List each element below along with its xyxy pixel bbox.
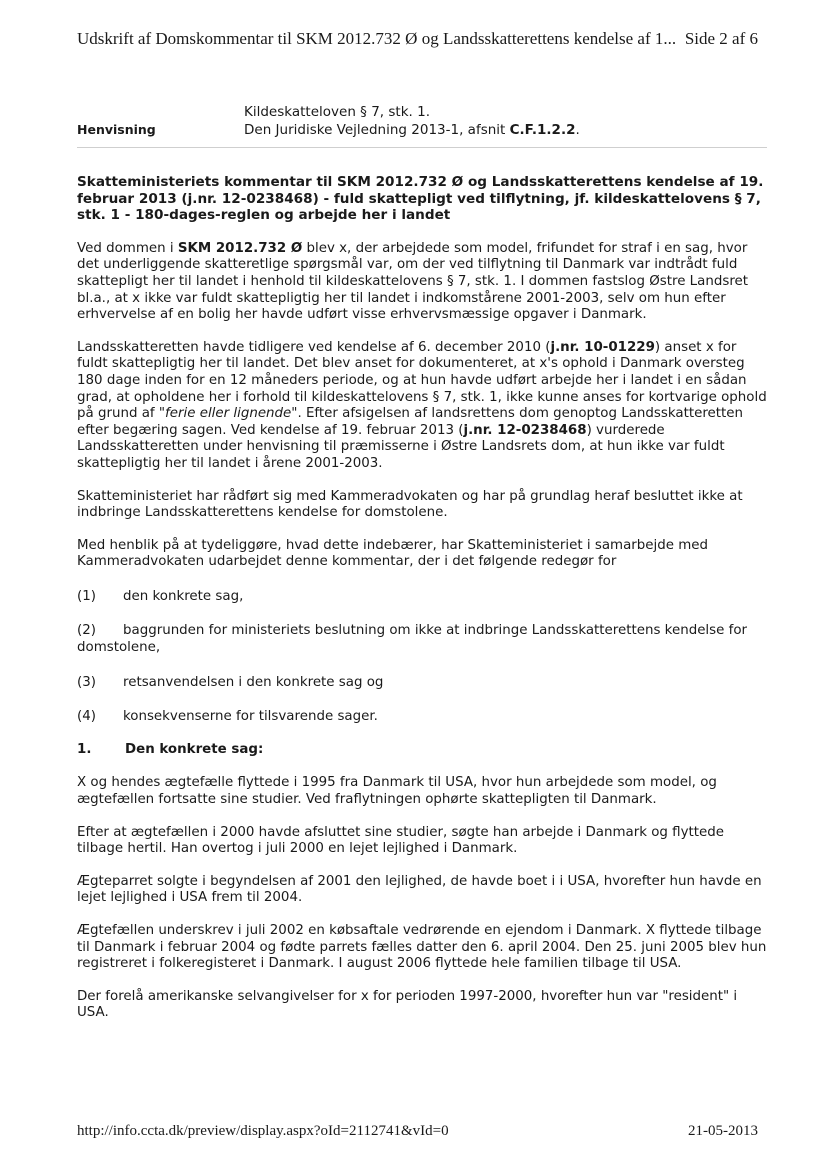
reference-line-2-suffix: . <box>575 122 580 138</box>
footer-date: 21-05-2013 <box>688 1123 758 1139</box>
p2-text-c: ) anset x for fuldt skattepligtig her til landet. Det blev anset for dokumenteret, at x's ophold i Danmark oversteg 180 dage inden for en 12 måneders periode, og at hun havde udført arbejde her i landet i en sådan grad, at opholdene her i forhold til kildeskattelovens § 7, stk. 1, ikke kunne anses for kortvarige ophold på grund af <box>77 339 767 422</box>
paragraph-5: X og hendes ægtefælle flyttede i 1995 fra Danmark til USA, hvor hun arbejdede som model, og ægtefællen fortsatte sine studier. Ved fraflytningen ophørte skattepligten til Danmark. <box>77 775 717 808</box>
p1-text-c: blev x, der arbejdede som model, frifundet for straf i en sag, hvor det underliggende skatteretlige spørgsmål var, om der ved tilflytning til Danmark var indtrådt fuld skattepligt her til landet i henhold til kildeskattelovens § 7, stk. 1. I dommen fastslog Østre Landsret bl.a., at x ikke var fuldt skattepligtig her til landet i indkomstårene 2001-2003, selv om hun efter erhvervelse af en bolig her havde udført visse erhvervsmæssige opgaver i Danmark. <box>77 240 749 323</box>
paragraph-8: Ægtefællen underskrev i juli 2002 en købsaftale vedrørende en ejendom i Danmark. X flyttede tilbage til Danmark i februar 2004 og fødte parrets fælles datter den 6. april 2004. Den 25. juni 2005 blev hun registreret i folkeregisteret i Danmark. I august 2006 flyttede hele familien tilbage til USA. <box>77 923 767 972</box>
p2-text-a: Landsskatteretten havde tidligere ved kendelse af 6. december 2010 ( <box>77 339 551 355</box>
p1-text-a: Ved dommen i <box>77 240 178 256</box>
footer-url: http://info.ccta.dk/preview/display.aspx?oId=2112741&vId=0 <box>77 1123 449 1139</box>
reference-line-2 <box>244 122 580 138</box>
comment-heading: Skatteministeriets kommentar til SKM 2012.732 Ø og Landsskatterettens kendelse af 19. februar 2013 (j.nr. 12-0238468) - fuld skattepligt ved tilflytning, jf. kildeskattelovens § 7, stk. 1 - 180-dages-reglen og arbejde her i landet <box>77 174 764 224</box>
paragraph-6: Efter at ægtefællen i 2000 havde afsluttet sine studier, søgte han arbejde i Danmark og flyttede tilbage hertil. Han overtog i juli 2000 en lejet lejlighed i Danmark. <box>77 824 725 857</box>
section-title: Den konkrete sag: <box>125 741 264 757</box>
reference-divider <box>77 147 767 148</box>
reference-line-1: Kildeskatteloven § 7, stk. 1. <box>244 104 430 120</box>
list-number: (4) <box>77 709 96 725</box>
list-item-4 <box>77 709 767 726</box>
paragraph-4: Med henblik på at tydeliggøre, hvad dette indebærer, har Skatteministeriet i samarbejde med Kammeradvokaten udarbejdet denne kommentar, der i det følgende redegør for <box>77 537 709 570</box>
list-text: retsanvendelsen i den konkrete sag og <box>123 674 384 690</box>
paragraph-9: Der forelå amerikanske selvangivelser for x for perioden 1997-2000, hvorefter hun var "resident" i USA. <box>77 988 738 1021</box>
list-number: (1) <box>77 588 96 604</box>
p2-text-g: ) vurderede Landsskatteretten under henvisning til præmisserne i Østre Landsrets dom, at hun ikke var fuldt skattepligtig her til landet i årene 2001-2003. <box>77 422 725 471</box>
paragraph-7: Ægteparret solgte i begyndelsen af 2001 den lejlighed, de havde boet i i USA, hvorefter hun havde en lejet lejlighed i USA frem til 2004. <box>77 873 762 906</box>
page-number: Side 2 af 6 <box>684 29 758 48</box>
section-1-heading <box>77 742 767 759</box>
list-item-3 <box>77 675 767 692</box>
section-number: 1. <box>77 741 92 757</box>
p2-text-e: . Efter afsigelsen af landsrettens dom genoptog Landsskatteretten efter begæring sagen. Ved kendelse af 19. februar 2013 ( <box>77 406 744 438</box>
p1-case-ref: SKM 2012.732 Ø <box>177 240 303 256</box>
reference-line-2-prefix: Den Juridiske Vejledning 2013-1, afsnit <box>244 122 510 138</box>
document-body <box>77 174 767 1038</box>
paragraph-2 <box>77 340 767 473</box>
list-text: baggrunden for ministeriets beslutning om ikke at indbringe Landsskatterettens kendelse for domstolene, <box>77 623 748 656</box>
list-number: (3) <box>77 674 96 690</box>
p2-jnr-1: j.nr. 10-01229 <box>550 339 655 355</box>
list-text: den konkrete sag, <box>123 588 244 604</box>
paragraph-3: Skatteministeriet har rådført sig med Kammeradvokaten og har på grundlag heraf besluttet ikke at indbringe Landsskatterettens kendelse for domstolene. <box>77 488 743 521</box>
list-text: konsekvenserne for tilsvarende sager. <box>123 709 378 725</box>
reference-section-code: C.F.1.2.2 <box>509 122 576 138</box>
print-header-title: Udskrift af Domskommentar til SKM 2012.732 Ø og Landsskatterettens kendelse af 1... <box>77 29 677 48</box>
paragraph-1 <box>77 241 767 324</box>
p2-quote: "ferie eller lignende" <box>158 406 298 422</box>
p2-jnr-2: j.nr. 12-0238468 <box>463 422 587 438</box>
list-item-1 <box>77 589 767 606</box>
list-item-2 <box>77 623 767 656</box>
reference-label: Henvisning <box>77 122 156 137</box>
list-number: (2) <box>77 623 96 639</box>
